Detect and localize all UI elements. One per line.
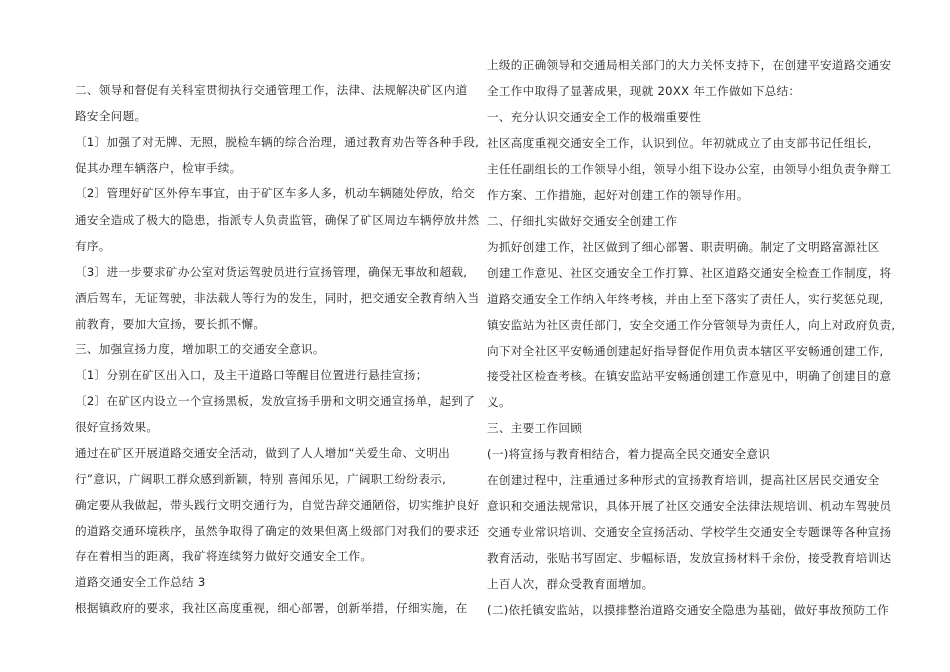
text-line: 存在着相当的距离，我矿将连续努力做好交通安全工作。: [75, 549, 373, 563]
text-line: 主任任副组长的工作领导小组，领导小组下设办公室，由领导小组负责争辩工: [487, 162, 892, 176]
text-line: 社区高度重视交通安全工作，认识到位。年初就成立了由支部书记任组长,: [487, 136, 872, 150]
text-line: 行”意识，广阔职工群众感到新颖，特别 喜闻乐见，广阔职工纷纷表示,: [75, 472, 447, 486]
text-line: (二)依托镇安监站，以摸排整治道路交通安全隐患为基础，做好事故预防工作: [487, 603, 890, 617]
text-line: 向下对全社区平安畅通创建起好指导督促作用负责本辖区平安畅通创建工作,: [487, 344, 884, 358]
text-line: 三、主要工作回顾: [487, 421, 583, 435]
text-line: 根据镇政府的要求，我社区高度重视，细心部署，创新举措，仔细实施，在: [75, 601, 468, 615]
text-line: 前教育，要加大宣扬，要长抓不懈。: [75, 317, 266, 331]
text-line: 在创建过程中，注重通过多种形式的宣扬教育培训，提高社区居民交通安全: [487, 473, 880, 487]
text-line: 镇安监站为社区责任部门，安全交通工作分管领导为责任人，向上对政府负责,: [487, 318, 896, 332]
text-line: 二、仔细扎实做好交通安全创建工作: [487, 214, 678, 228]
text-line: 道路交通安全工作纳入年终考核，并由上至下落实了责任人，实行奖惩兑现,: [487, 292, 884, 306]
text-line: 义。: [487, 395, 511, 409]
text-line: 接受社区检查考核。在镇安监站平安畅通创建工作意见中，明确了创建目的意: [487, 369, 892, 383]
text-line: 道路交通安全工作总结 3: [75, 575, 206, 589]
text-line: 作方案、工作措施，起好对创建工作的领导作用。: [487, 188, 749, 202]
text-line: 的道路交通环境秩序，虽然争取得了确定的效果但离上级部门对我们的要求还: [75, 524, 480, 538]
text-line: 为抓好创建工作，社区做到了细心部署、职责明确。制定了文明路富源社区: [487, 240, 880, 254]
text-line: 〔1〕加强了对无牌、无照，脱检车辆的综合治理，通过教育劝告等各种手段,: [75, 135, 480, 149]
text-line: 二、领导和督促有关科室贯彻执行交通管理工作，法律、法规解决矿区内道: [75, 83, 468, 97]
text-line: 很好宣扬效果。: [75, 420, 159, 434]
text-line: 〔2〕管理好矿区外停车事宜，由于矿区车多人多，机动车辆随处停放，给交: [75, 186, 476, 200]
text-line: 交通专业常识培训、交通安全宣扬活动、学校学生交通安全专题课等各种宣扬: [487, 525, 892, 539]
text-line: 〔3〕进一步要求矿办公室对货运驾驶员进行宣扬管理，确保无事故和超载,: [75, 265, 468, 279]
text-line: 通安全造成了极大的隐患，指派专人负责监管，确保了矿区周边车辆停放井然: [75, 213, 480, 227]
text-line: 有序。: [75, 239, 111, 253]
text-line: 三、加强宣扬力度，增加职工的交通安全意识。: [75, 342, 325, 356]
text-line: 〔2〕在矿区内设立一个宣扬黑板，发放宣扬手册和文明交通宣扬单，起到了: [75, 394, 476, 408]
text-line: 确定要从我做起，带头践行文明交通行为，自觉告辞交通陋俗，切实维护良好: [75, 498, 480, 512]
text-line: 通过在矿区开展道路交通安全活动，做到了人人增加“关爱生命、文明出: [75, 446, 451, 460]
text-line: 路安全问题。: [75, 109, 147, 123]
text-line: 促其办理车辆落户，检审手续。: [75, 161, 242, 175]
text-line: 一、充分认识交通安全工作的极端重要性: [487, 110, 702, 124]
text-line: 〔1〕分别在矿区出入口，及主干道路口等醒目位置进行悬挂宣扬；: [75, 368, 428, 382]
text-line: (一)将宣扬与教育相结合，着力提高全民交通安全意识: [487, 447, 771, 461]
text-line: 创建工作意见、社区交通安全工作打算、社区道路交通安全检查工作制度，将: [487, 266, 892, 280]
text-line: 教育活动，张贴书写固定、步幅标语，发放宣扬材料千余份，接受教育培训达: [487, 551, 892, 565]
text-line: 全工作中取得了显著成果，现就 20XX 年工作做如下总结：: [487, 84, 801, 98]
text-line: 意识和交通法规常识，具体开展了社区交通安全法律法规培训、机动车驾驶员: [487, 499, 892, 513]
text-line: 酒后驾车，无证驾驶，非法载人等行为的发生，同时，把交通安全教育纳入当: [75, 291, 480, 305]
text-line: 上级的正确领导和交通局相关部门的大力关怀支持下，在创建平安道路交通安: [487, 58, 892, 72]
text-line: 上百人次，群众受教育面增加。: [487, 577, 654, 591]
